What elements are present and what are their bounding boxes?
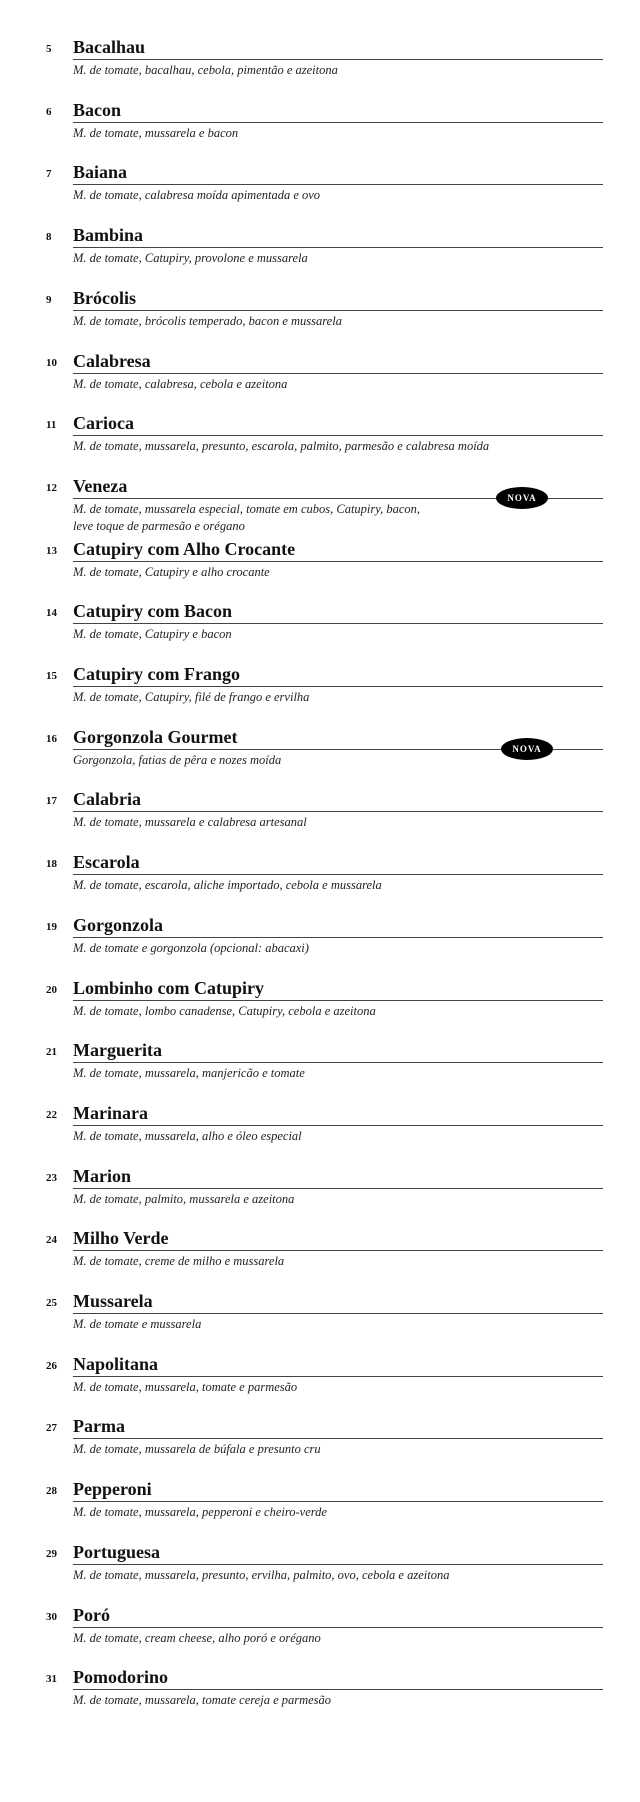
menu-item (0, 1605, 640, 1665)
item-divider (73, 1000, 603, 1001)
item-number: 26 (46, 1360, 57, 1372)
item-divider (73, 937, 603, 938)
item-number: 6 (46, 106, 52, 118)
menu-item (0, 351, 640, 411)
item-description: M. de tomate, Catupiry, provolone e mussarela (73, 251, 308, 265)
item-name: Escarola (73, 852, 140, 872)
item-number: 11 (46, 419, 57, 431)
item-number: 16 (46, 733, 57, 745)
item-number: 30 (46, 1611, 57, 1623)
item-divider (73, 686, 603, 687)
item-number: 25 (46, 1297, 57, 1309)
item-description: M. de tomate, cream cheese, alho poró e orégano (73, 1631, 321, 1645)
menu-item (0, 476, 640, 536)
item-name: Calabresa (73, 351, 151, 371)
item-name: Portuguesa (73, 1542, 160, 1562)
item-description: M. de tomate, brócolis temperado, bacon e mussarela (73, 314, 342, 328)
item-name: Brócolis (73, 288, 136, 308)
item-description: Gorgonzola, fatias de pêra e nozes moída (73, 753, 282, 767)
item-divider (73, 1564, 603, 1565)
menu-item (0, 1667, 640, 1727)
menu-item (0, 1479, 640, 1539)
menu-item (0, 789, 640, 849)
item-name: Gorgonzola (73, 915, 163, 935)
item-number: 13 (46, 545, 57, 557)
item-description: M. de tomate, mussarela e calabresa artesanal (73, 815, 307, 829)
item-number: 18 (46, 858, 57, 870)
item-description: M. de tomate e mussarela (73, 1317, 202, 1331)
menu-item (0, 162, 640, 222)
item-number: 8 (46, 231, 52, 243)
item-divider (73, 561, 603, 562)
item-description: M. de tomate, mussarela, presunto, ervilha, palmito, ovo, cebola e azeitona (73, 1568, 450, 1582)
new-badge: NOVA (501, 738, 553, 760)
item-divider (73, 184, 603, 185)
item-name: Marion (73, 1166, 131, 1186)
item-name: Pomodorino (73, 1667, 169, 1687)
item-name: Veneza (73, 476, 128, 496)
item-description: M. de tomate, Catupiry e bacon (73, 627, 232, 641)
new-badge: NOVA (496, 487, 548, 509)
item-name: Calabria (73, 789, 142, 809)
item-number: 28 (46, 1485, 57, 1497)
item-divider (73, 1125, 603, 1126)
item-divider (73, 1627, 603, 1628)
item-divider (73, 435, 603, 436)
menu-item (0, 100, 640, 160)
item-description: M. de tomate, mussarela, presunto, escarola, palmito, parmesão e calabresa moída (73, 439, 490, 453)
item-divider (73, 1438, 603, 1439)
menu-item (0, 1040, 640, 1100)
item-name: Bambina (73, 225, 144, 245)
item-name: Napolitana (73, 1354, 159, 1374)
item-number: 31 (46, 1673, 57, 1685)
item-name: Catupiry com Alho Crocante (73, 539, 296, 559)
item-description: M. de tomate e gorgonzola (opcional: abacaxi) (73, 941, 309, 955)
item-description: M. de tomate, mussarela, manjericão e tomate (73, 1066, 305, 1080)
item-number: 27 (46, 1422, 57, 1434)
item-name: Catupiry com Bacon (73, 601, 232, 621)
item-divider (73, 373, 603, 374)
item-divider (73, 247, 603, 248)
item-number: 23 (46, 1172, 57, 1184)
item-number: 14 (46, 607, 57, 619)
item-divider (73, 1689, 603, 1690)
item-description: M. de tomate, mussarela, pepperoni e cheiro-verde (73, 1505, 327, 1519)
item-number: 20 (46, 984, 57, 996)
item-description: M. de tomate, escarola, aliche importado, cebola e mussarela (73, 878, 382, 892)
item-number: 17 (46, 795, 57, 807)
item-description: M. de tomate, palmito, mussarela e azeitona (73, 1192, 295, 1206)
item-name: Lombinho com Catupiry (73, 978, 265, 998)
item-description: M. de tomate, lombo canadense, Catupiry, cebola e azeitona (73, 1004, 376, 1018)
item-description: M. de tomate, mussarela, tomate e parmesão (73, 1380, 298, 1394)
item-divider (73, 1313, 603, 1314)
item-number: 7 (46, 168, 52, 180)
item-name: Baiana (73, 162, 128, 182)
menu-item (0, 413, 640, 473)
menu-item (0, 664, 640, 724)
item-description: M. de tomate, mussarela e bacon (73, 126, 239, 140)
item-name: Carioca (73, 413, 134, 433)
menu-item (0, 1291, 640, 1351)
item-divider (73, 1250, 603, 1251)
item-name: Catupiry com Frango (73, 664, 240, 684)
item-divider (73, 1501, 603, 1502)
item-divider (73, 1062, 603, 1063)
item-number: 29 (46, 1548, 57, 1560)
menu-item (0, 915, 640, 975)
item-number: 19 (46, 921, 57, 933)
item-name: Gorgonzola Gourmet (73, 727, 238, 747)
item-name: Pepperoni (73, 1479, 152, 1499)
menu-item (0, 37, 640, 97)
item-description: M. de tomate, calabresa moída apimentada e ovo (73, 188, 321, 202)
item-divider (73, 811, 603, 812)
item-divider (73, 59, 603, 60)
item-number: 21 (46, 1046, 57, 1058)
item-description: M. de tomate, mussarela, tomate cereja e parmesão (73, 1693, 332, 1707)
menu-item (0, 225, 640, 285)
item-name: Bacalhau (73, 37, 146, 57)
item-description: M. de tomate, mussarela, alho e óleo especial (73, 1129, 302, 1143)
item-description: M. de tomate, calabresa, cebola e azeitona (73, 377, 288, 391)
item-number: 24 (46, 1234, 57, 1246)
item-description: M. de tomate, Catupiry e alho crocante (73, 565, 270, 579)
menu-item (0, 1228, 640, 1288)
item-description: M. de tomate, mussarela especial, tomate em cubos, Catupiry, bacon, leve toque de parmesão e orégano (73, 502, 421, 533)
item-description: M. de tomate, bacalhau, cebola, pimentão e azeitona (73, 63, 338, 77)
item-divider (73, 310, 603, 311)
item-name: Bacon (73, 100, 122, 120)
menu-item (0, 1166, 640, 1226)
menu-item (0, 727, 640, 787)
item-number: 22 (46, 1109, 57, 1121)
menu-item (0, 288, 640, 348)
item-name: Parma (73, 1416, 125, 1436)
item-number: 10 (46, 357, 57, 369)
menu-item (0, 978, 640, 1038)
item-divider (73, 874, 603, 875)
menu-item (0, 539, 640, 599)
item-number: 12 (46, 482, 57, 494)
item-divider (73, 623, 603, 624)
menu-item (0, 1416, 640, 1476)
item-name: Mussarela (73, 1291, 153, 1311)
item-number: 15 (46, 670, 57, 682)
menu-item (0, 852, 640, 912)
item-name: Poró (73, 1605, 110, 1625)
item-name: Milho Verde (73, 1228, 169, 1248)
menu-item (0, 1542, 640, 1602)
item-description: M. de tomate, Catupiry, filé de frango e ervilha (73, 690, 310, 704)
item-description: M. de tomate, creme de milho e mussarela (73, 1254, 285, 1268)
item-divider (73, 1188, 603, 1189)
item-divider (73, 122, 603, 123)
item-name: Marguerita (73, 1040, 162, 1060)
item-name: Marinara (73, 1103, 148, 1123)
item-number: 5 (46, 43, 52, 55)
item-divider (73, 1376, 603, 1377)
item-description: M. de tomate, mussarela de búfala e presunto cru (73, 1442, 321, 1456)
item-number: 9 (46, 294, 52, 306)
menu-item (0, 1103, 640, 1163)
menu-item (0, 601, 640, 661)
menu-item (0, 1354, 640, 1414)
